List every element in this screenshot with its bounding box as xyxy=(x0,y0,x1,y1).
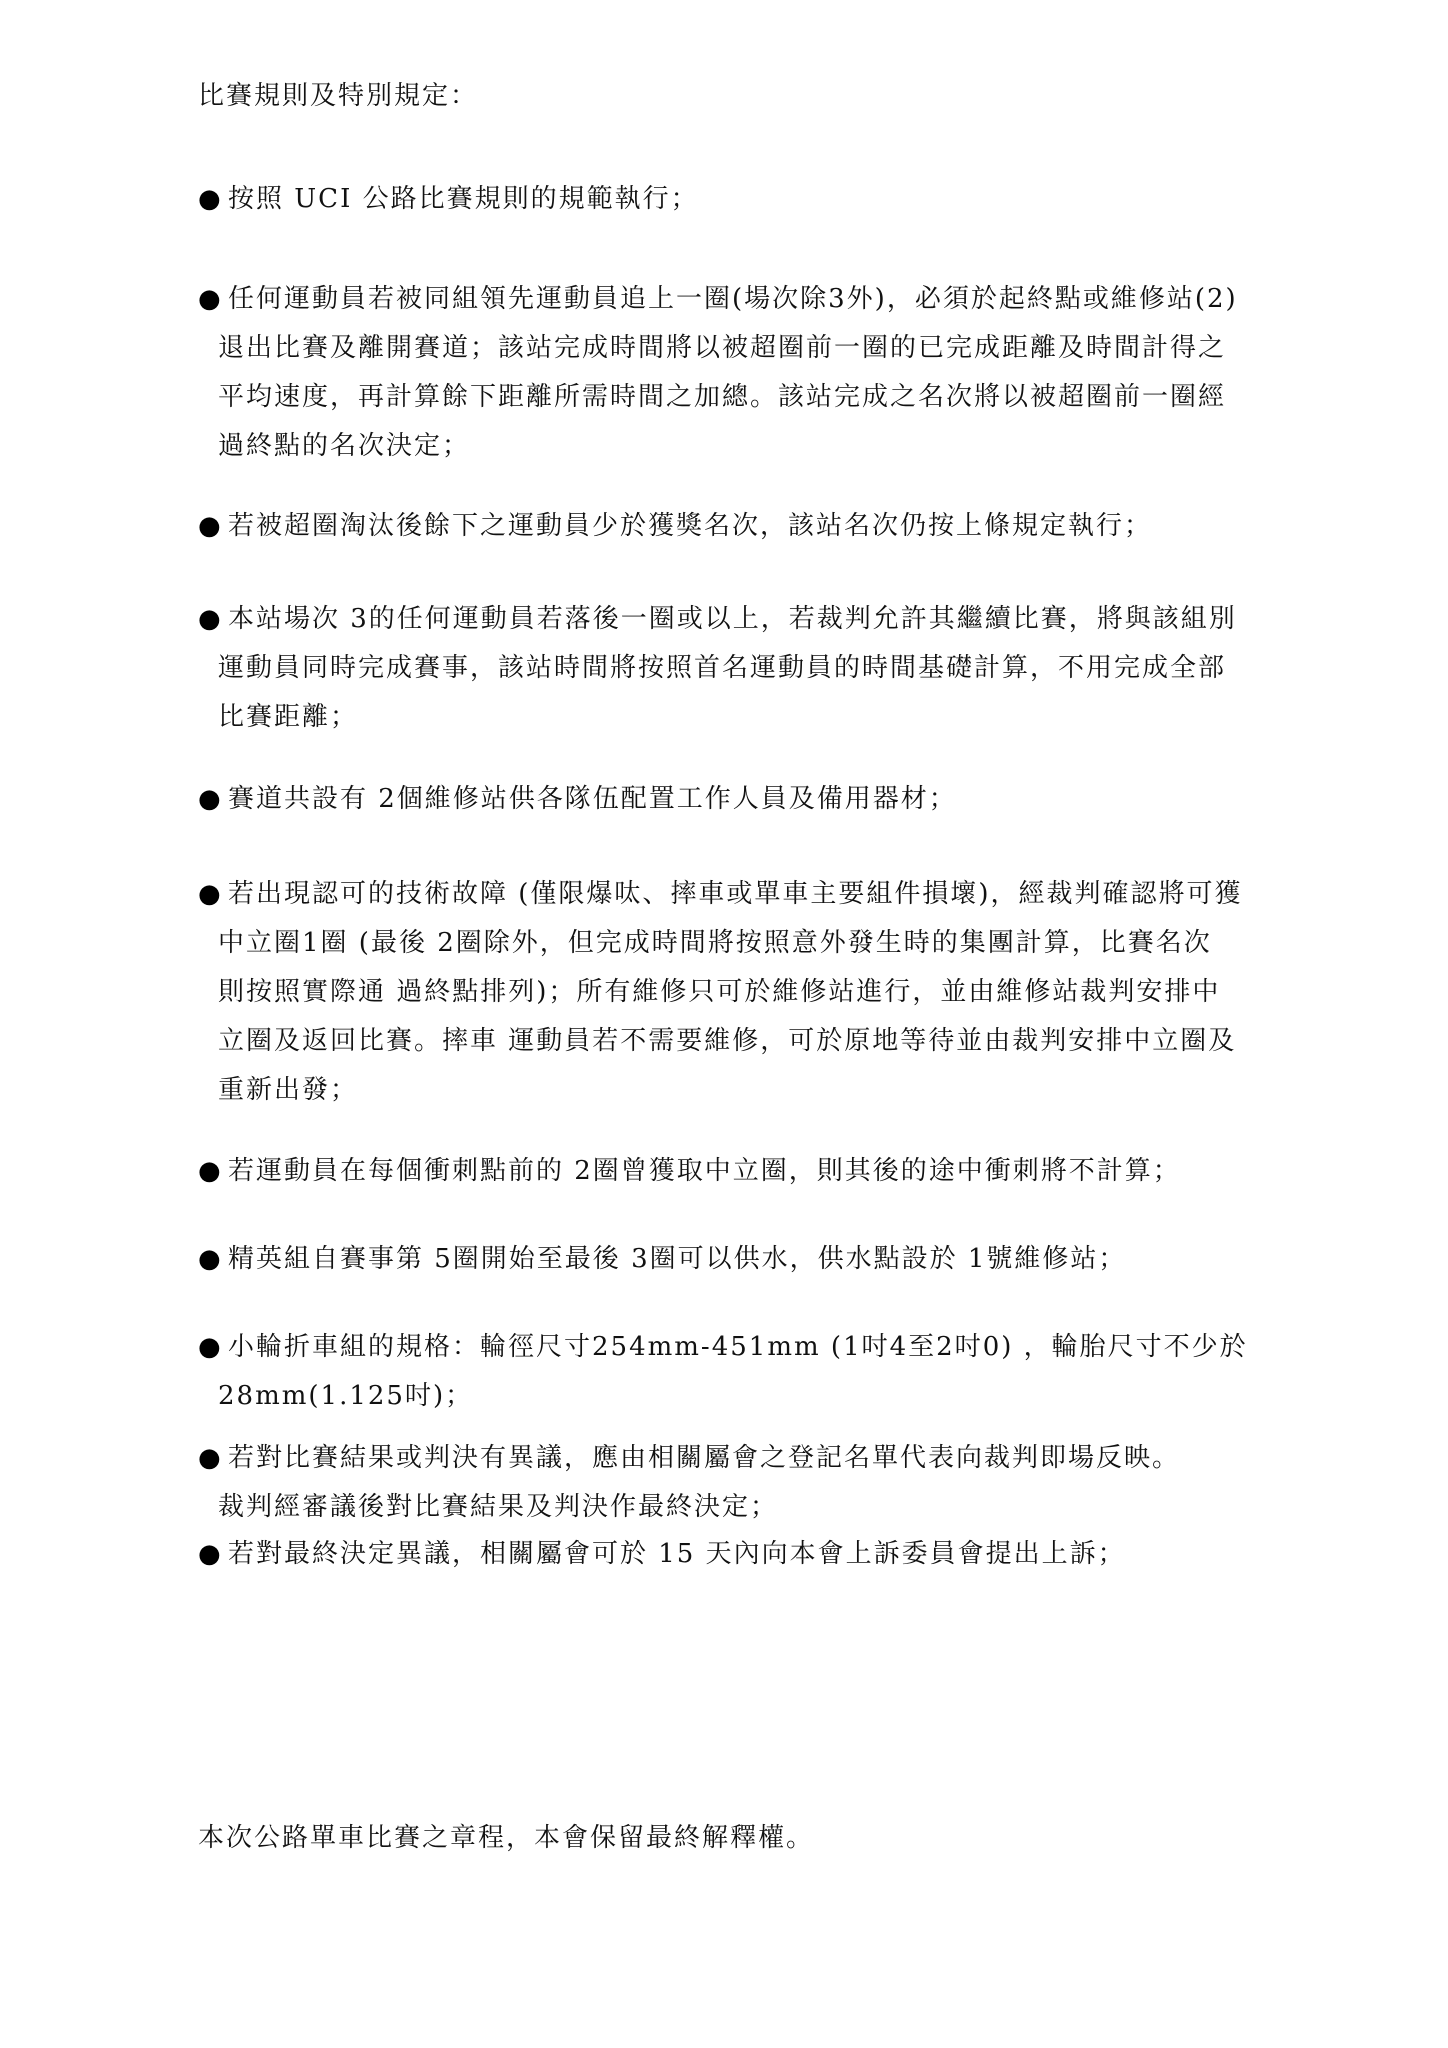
rule-text-line: 若對比賽結果或判決有異議，應由相關屬會之登記名單代表向裁判即場反映。 xyxy=(228,1443,1181,1473)
rule-item xyxy=(198,870,1328,1115)
rule-text-line: 賽道共設有 2個維修站供各隊伍配置工作人員及備用器材； xyxy=(228,784,957,814)
rule-text-line: 小輪折車組的規格：輪徑尺寸254mm-451mm (1吋4至2吋0) ，輪胎尺寸不少於 xyxy=(228,1332,1248,1362)
rule-item xyxy=(198,1323,1328,1421)
rule-text-line: 若被超圈淘汰後餘下之運動員少於獲獎名次，該站名次仍按上條規定執行； xyxy=(228,511,1153,541)
rule-text-line: 若對最終決定異議，相關屬會可於 15 天內向本會上訴委員會提出上訴； xyxy=(228,1539,1126,1569)
bullet-icon: ● xyxy=(198,284,221,314)
rule-item xyxy=(198,275,1328,471)
rule-text-line: 按照 UCI 公路比賽規則的規範執行； xyxy=(228,184,699,214)
rule-text-line: 若出現認可的技術故障 (僅限爆呔、摔車或單車主要組件損壞)，經裁判確認將可獲 xyxy=(228,879,1243,909)
rule-item xyxy=(198,1147,1328,1196)
bullet-icon: ● xyxy=(198,1443,221,1473)
bullet-icon: ● xyxy=(198,1244,221,1274)
rule-text-line: 精英組自賽事第 5圈開始至最後 3圈可以供水，供水點設於 1號維修站； xyxy=(228,1244,1127,1274)
rule-item xyxy=(198,595,1328,742)
section-heading: 比賽規則及特別規定： xyxy=(198,81,479,111)
bullet-icon: ● xyxy=(198,1156,221,1186)
rule-text-line: 重新出發； xyxy=(218,1075,359,1105)
rule-text-line: 比賽距離； xyxy=(218,702,359,732)
rule-item xyxy=(198,175,1328,224)
bullet-icon: ● xyxy=(198,604,221,634)
rule-text-line: 平均速度，再計算餘下距離所需時間之加總。該站完成之名次將以被超圈前一圈經 xyxy=(218,382,1227,412)
rule-text-line: 退出比賽及離開賽道；該站完成時間將以被超圈前一圈的已完成距離及時間計得之 xyxy=(218,333,1227,363)
rule-text-line: 若運動員在每個衝刺點前的 2圈曾獲取中立圈，則其後的途中衝刺將不計算； xyxy=(228,1156,1181,1186)
bullet-icon: ● xyxy=(198,879,221,909)
rule-text-line: 裁判經審議後對比賽結果及判決作最終決定； xyxy=(218,1492,779,1522)
bullet-icon: ● xyxy=(198,511,221,541)
bullet-icon: ● xyxy=(198,184,221,214)
rule-item xyxy=(198,502,1328,551)
rule-text-line: 中立圈1圈 (最後 2圈除外，但完成時間將按照意外發生時的集團計算，比賽名次 xyxy=(218,928,1212,958)
bullet-icon: ● xyxy=(198,1332,221,1362)
rule-text-line: 28mm(1.125吋)； xyxy=(218,1381,474,1411)
rule-text-line: 任何運動員若被同組領先運動員追上一圈(場次除3外)，必須於起終點或維修站(2) xyxy=(228,284,1238,314)
rule-text-line: 則按照實際通 過終點排列)；所有維修只可於維修站進行，並由維修站裁判安排中 xyxy=(218,977,1221,1007)
rule-text-line: 運動員同時完成賽事，該站時間將按照首名運動員的時間基礎計算，不用完成全部 xyxy=(218,653,1227,683)
bullet-icon: ● xyxy=(198,784,221,814)
rule-item xyxy=(198,1434,1328,1532)
rule-item xyxy=(198,1235,1328,1284)
bullet-icon: ● xyxy=(198,1539,221,1569)
closing-statement: 本次公路單車比賽之章程，本會保留最終解釋權。 xyxy=(198,1823,815,1853)
rule-text-line: 本站場次 3的任何運動員若落後一圈或以上，若裁判允許其繼續比賽，將與該組別 xyxy=(228,604,1237,634)
rule-item xyxy=(198,775,1328,824)
rule-text-line: 立圈及返回比賽。摔車 運動員若不需要維修，可於原地等待並由裁判安排中立圈及 xyxy=(218,1026,1237,1056)
rule-text-line: 過終點的名次決定； xyxy=(218,431,471,461)
rule-item xyxy=(198,1530,1328,1579)
